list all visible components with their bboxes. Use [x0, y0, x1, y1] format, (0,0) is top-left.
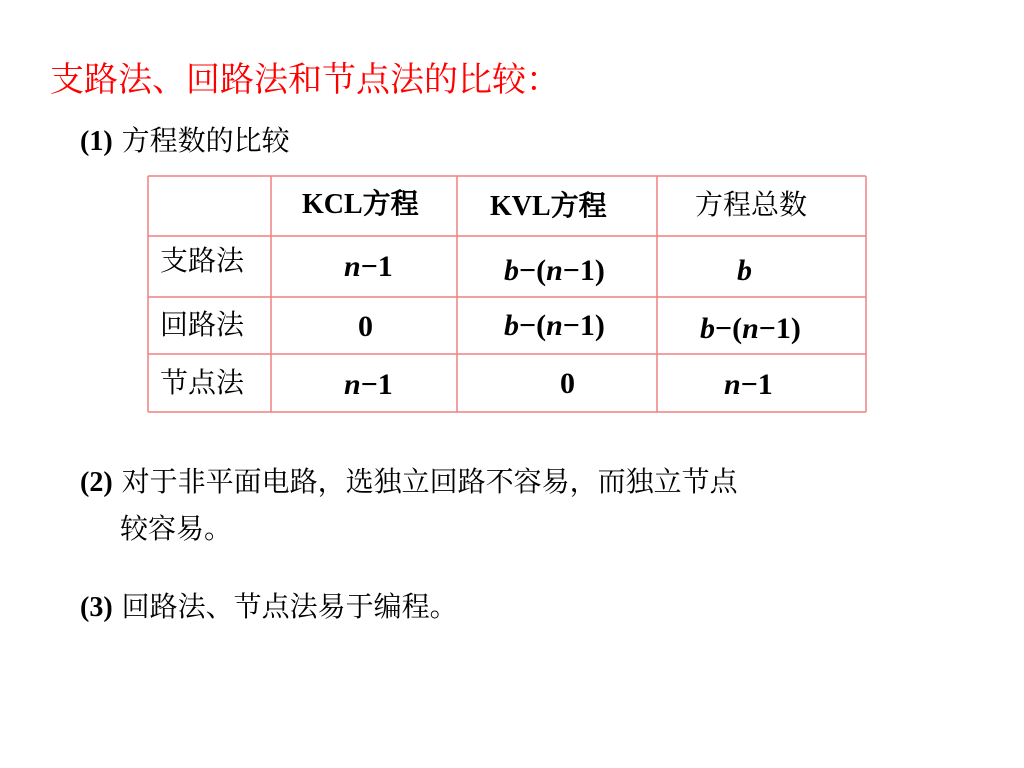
header-kvl: KVL方程 — [490, 191, 607, 222]
row-mesh-kvl: b−(n−1) — [504, 309, 605, 342]
row-branch-kcl: n−1 — [344, 250, 393, 283]
header-total: 方程总数 — [695, 188, 808, 221]
row-node-kcl: n−1 — [344, 368, 393, 401]
section-3-number: (3) — [80, 592, 113, 623]
row-node-method: 节点法 — [160, 366, 245, 399]
section-2-line-1: 对于非平面电路，选独立回路不容易，而独立节点 — [121, 465, 738, 498]
row-branch-method: 支路法 — [160, 244, 245, 277]
section-1-number: (1) — [80, 126, 113, 157]
section-1-text: 方程数的比较 — [121, 124, 290, 157]
section-2-text — [80, 460, 738, 500]
section-3-body: 回路法、节点法易于编程。 — [121, 590, 458, 623]
row-mesh-method: 回路法 — [160, 308, 245, 341]
section-2-line-2: 较容易。 — [120, 512, 233, 545]
row-branch-total: b — [737, 254, 752, 287]
header-kcl: KCL方程 — [302, 189, 419, 220]
row-mesh-total: b−(n−1) — [700, 312, 801, 345]
section-2-number: (2) — [80, 467, 113, 498]
row-node-kvl: 0 — [560, 367, 575, 400]
row-node-total: n−1 — [724, 368, 773, 401]
row-branch-kvl: b−(n−1) — [504, 254, 605, 287]
row-mesh-kcl: 0 — [358, 310, 373, 343]
section-3-text — [80, 585, 458, 625]
section-1-heading — [80, 119, 290, 159]
page-title: 支路法、回路法和节点法的比较： — [50, 60, 560, 100]
